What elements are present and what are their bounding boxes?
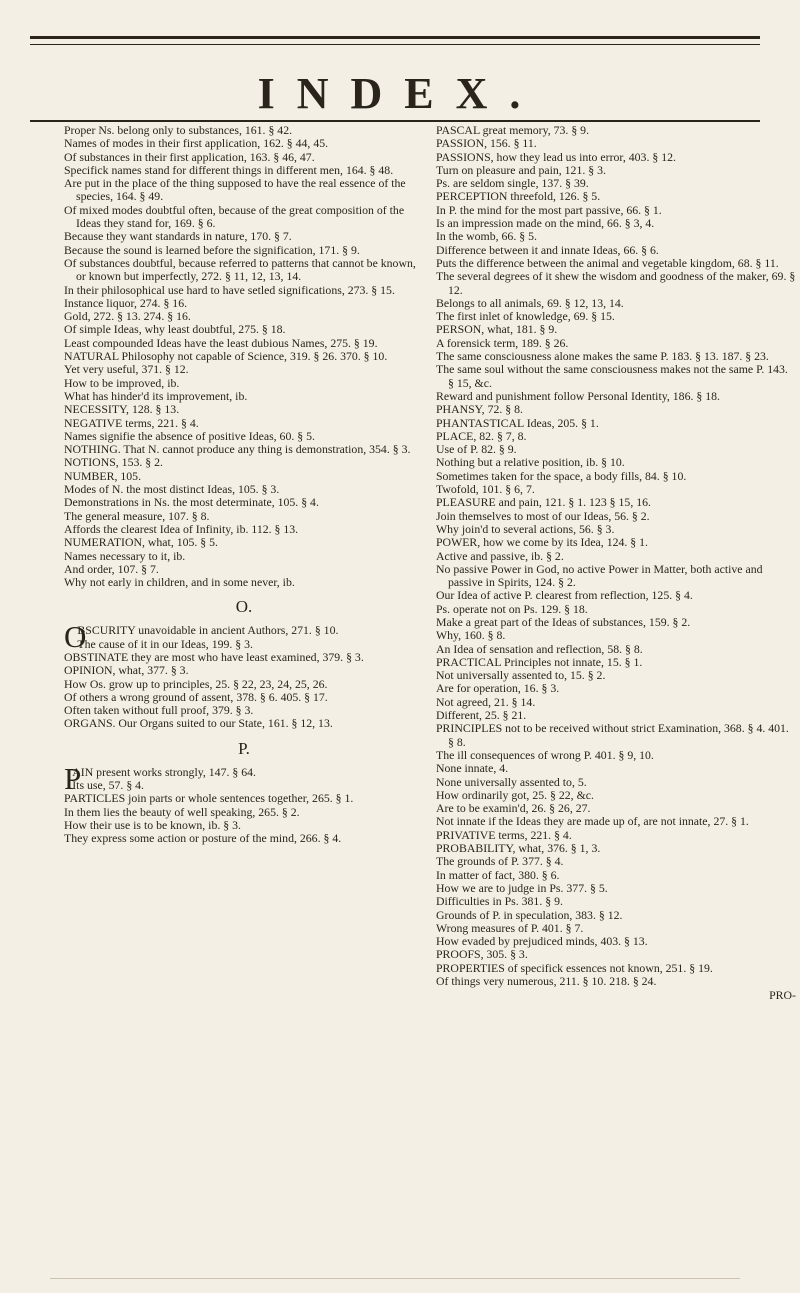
index-entry: In their philosophical use hard to have setled significations, 273. § 15. (64, 282, 395, 297)
index-entry: Least compounded Ideas have the least dubious Names, 275. § 19. (64, 335, 378, 350)
index-entry: Why join'd to several actions, 56. § 3. (436, 521, 615, 536)
index-entry: Belongs to all animals, 69. § 12, 13, 14. (436, 295, 624, 310)
index-entry: Difference between it and innate Ideas, 66. § 6. (436, 242, 659, 257)
index-entry: PLEASURE and pain, 121. § 1. 123 § 15, 16. (436, 495, 651, 510)
section-letter-p: P. (238, 738, 250, 758)
index-entry: Of mixed modes doubtful often, because of the great composition of the Ideas they stand for, 169. § 6. (64, 202, 405, 231)
index-entry: Of substances doubtful, because referred to patterns that cannot be known, or known but imperfectly, 272. § 11, 12, 13, 14. (64, 255, 416, 284)
index-entry: Gold, 272. § 13. 274. § 16. (64, 309, 191, 324)
index-entry: Not agreed, 21. § 14. (436, 694, 536, 709)
index-entry: Because they want standards in nature, 170. § 7. (64, 229, 292, 244)
index-entry: Are to be examin'd, 26. § 26, 27. (436, 801, 591, 816)
index-entry: Names signifie the absence of positive Ideas, 60. § 5. (64, 428, 315, 443)
index-entry: PRIVATIVE terms, 221. § 4. (436, 827, 572, 842)
left-column (64, 124, 424, 846)
index-entry: Difficulties in Ps. 381. § 9. (436, 894, 563, 909)
top-rule-thin (30, 44, 760, 45)
index-entry: PHANSY, 72. § 8. (436, 402, 523, 417)
top-rule (30, 36, 760, 39)
index-entry: Of simple Ideas, why least doubtful, 275. § 18. (64, 322, 286, 337)
index-entry: PARTICLES join parts or whole sentences together, 265. § 1. (64, 791, 354, 806)
index-entry: PROPERTIES of specifick essences not known, 251. § 19. (436, 960, 713, 975)
index-entry: No passive Power in God, no active Power in Matter, both active and passive in Spirits, 124. § 2. (436, 561, 763, 590)
index-entry: The first inlet of knowledge, 69. § 15. (436, 309, 615, 324)
index-entry: PASSIONS, how they lead us into error, 403. § 12. (436, 149, 676, 164)
index-entry: PERSON, what, 181. § 9. (436, 322, 558, 337)
index-entry: Our Idea of active P. clearest from reflection, 125. § 4. (436, 588, 693, 603)
index-entry: PASCAL great memory, 73. § 9. (436, 123, 590, 137)
index-entry: PROOFS, 305. § 3. (436, 947, 528, 962)
page-edge (50, 1278, 740, 1279)
index-entry: Ps. operate not on Ps. 129. § 18. (436, 601, 588, 616)
index-entry: The same soul without the same consciousness makes not the same P. 143. § 15, &c. (436, 362, 788, 390)
index-entry: How evaded by prejudiced minds, 403. § 13. (436, 934, 648, 949)
index-entry: PERCEPTION threefold, 126. § 5. (436, 189, 601, 204)
right-column (436, 124, 796, 1003)
entry-text: AIN present works strongly, 147. § 64. (72, 764, 256, 779)
index-entry: Not innate if the Ideas they are made up of, are not innate, 27. § 1. (436, 814, 749, 829)
title-rule (30, 120, 760, 122)
index-entry: ORGANS. Our Organs suited to our State, 161. § 12, 13. (64, 716, 333, 731)
index-entry: How we are to judge in Ps. 377. § 5. (436, 880, 608, 895)
index-entry: PRINCIPLES not to be received without strict Examination, 368. § 4. 401. § 8. (436, 721, 789, 749)
index-entry: NEGATIVE terms, 221. § 4. (64, 415, 199, 430)
index-entry: Demonstrations in Ns. the most determinate, 105. § 4. (64, 495, 319, 510)
index-entry: PASSION, 156. § 11. (436, 136, 537, 151)
index-entry: Wrong measures of P. 401. § 7. (436, 920, 584, 935)
index-entry: Grounds of P. in speculation, 383. § 12. (436, 907, 623, 922)
index-entry: Of others a wrong ground of assent, 378. § 6. 405. § 17. (64, 689, 328, 704)
index-entry: Specifick names stand for different things in different men, 164. § 48. (64, 162, 394, 177)
entries-p-right (436, 124, 796, 988)
index-entry: PLACE, 82. § 7, 8. (436, 428, 527, 443)
index-entry: NUMERATION, what, 105. § 5. (64, 535, 219, 550)
index-entry: In the womb, 66. § 5. (436, 229, 537, 244)
index-entry: Modes of N. the most distinct Ideas, 105. § 3. (64, 482, 280, 497)
index-entry: Of things very numerous, 211. § 10. 218. § 24. (436, 974, 657, 988)
index-entry: Instance liquor, 274. § 16. (64, 295, 188, 310)
index-entry: An Idea of sensation and reflection, 58. § 8. (436, 641, 643, 656)
entry-text: BSCURITY unavoidable in ancient Authors, 271. § 10. (77, 623, 339, 638)
index-entry: Make a great part of the Ideas of substances, 159. § 2. (436, 614, 691, 629)
index-entry: Use of P. 82. § 9. (436, 442, 517, 457)
index-entry: Puts the difference between the animal and vegetable kingdom, 68. § 11. (436, 255, 779, 270)
index-entry: How ordinarily got, 25. § 22, &c. (436, 787, 594, 802)
index-entry: PROBABILITY, what, 376. § 1, 3. (436, 841, 601, 856)
index-entry: Of substances in their first application, 163. § 46, 47. (64, 149, 315, 164)
index-entry: NUMBER, 105. (64, 468, 142, 483)
index-entry: Join themselves to most of our Ideas, 56. § 2. (436, 508, 650, 523)
entries-p-left (64, 779, 424, 845)
index-entry: Often taken without full proof, 379. § 3. (64, 703, 254, 718)
index-entry: Why, 160. § 8. (436, 628, 506, 643)
index-entry: None innate, 4. (436, 761, 509, 776)
index-entry: Reward and punishment follow Personal Identity, 186. § 18. (436, 388, 720, 403)
index-entry: How to be improved, ib. (64, 375, 180, 390)
index-entry: NECESSITY, 128. § 13. (64, 402, 180, 417)
index-entry: Ps. are seldom single, 137. § 39. (436, 176, 589, 191)
index-entry: NATURAL Philosophy not capable of Science, 319. § 26. 370. § 10. (64, 349, 388, 364)
entries-o (64, 638, 424, 731)
index-entry: NOTHING. That N. cannot produce any thing is demonstration, 354. § 3. (64, 442, 411, 457)
index-entry: Names necessary to it, ib. (64, 548, 186, 563)
index-entry: The several degrees of it shew the wisdom and goodness of the maker, 69. § 12. (436, 269, 796, 297)
index-entry: Why not early in children, and in some never, ib. (64, 575, 295, 590)
index-entry: The same consciousness alone makes the same P. 183. § 13. 187. § 23. (436, 349, 769, 364)
index-entry: None universally assented to, 5. (436, 774, 587, 789)
index-entry: The ill consequences of wrong P. 401. § 9, 10. (436, 747, 654, 762)
index-entry: How Os. grow up to principles, 25. § 22, 23, 24, 25, 26. (64, 676, 328, 691)
index-entry: A forensick term, 189. § 26. (436, 335, 569, 350)
index-entry: The grounds of P. 377. § 4. (436, 854, 564, 869)
index-entry: They express some action or posture of the mind, 266. § 4. (64, 831, 342, 846)
index-entry: PHANTASTICAL Ideas, 205. § 1. (436, 415, 599, 430)
index-entry: Are put in the place of the thing supposed to have the real essence of the species, 164. § 49. (64, 176, 406, 204)
index-entry: Names of modes in their first application, 162. § 44, 45. (64, 136, 329, 151)
index-entry: Not universally assented to, 15. § 2. (436, 668, 606, 683)
index-entry: The cause of it in our Ideas, 199. § 3. (77, 636, 253, 651)
drop-cap-p: P (64, 760, 82, 796)
index-entry: Different, 25. § 21. (436, 708, 527, 723)
index-entry: Sometimes taken for the space, a body fills, 84. § 10. (436, 468, 687, 483)
entries-n (64, 124, 424, 589)
index-entry: Twofold, 101. § 6, 7. (436, 482, 535, 497)
index-entry: POWER, how we come by its Idea, 124. § 1. (436, 535, 648, 550)
index-entry: NOTIONS, 153. § 2. (64, 455, 163, 470)
index-entry: Nothing but a relative position, ib. § 10. (436, 455, 625, 470)
index-entry: The general measure, 107. § 8. (64, 508, 210, 523)
page-title: INDEX. (257, 69, 543, 118)
index-entry: What has hinder'd its improvement, ib. (64, 388, 248, 403)
index-entry: In them lies the beauty of well speaking, 265. § 2. (64, 804, 300, 819)
section-letter-o: O. (235, 597, 253, 617)
index-entry: Is an impression made on the mind, 66. § 3, 4. (436, 216, 655, 231)
index-entry: Turn on pleasure and pain, 121. § 3. (436, 162, 606, 177)
index-entry: Are for operation, 16. § 3. (436, 681, 560, 696)
index-entry: OPINION, what, 377. § 3. (64, 663, 189, 678)
index-entry: Active and passive, ib. § 2. (436, 548, 564, 563)
drop-cap-o: O (64, 619, 87, 655)
index-entry: In P. the mind for the most part passive, 66. § 1. (436, 202, 662, 217)
index-entry: How their use is to be known, ib. § 3. (64, 817, 241, 832)
index-entry: PRACTICAL Principles not innate, 15. § 1. (436, 654, 643, 669)
index-entry: Because the sound is learned before the signification, 171. § 9. (64, 242, 360, 257)
index-entry: OBSTINATE they are most who have least examined, 379. § 3. (64, 649, 364, 664)
index-entry: In matter of fact, 380. § 6. (436, 867, 560, 882)
index-entry: Its use, 57. § 4. (72, 778, 145, 793)
index-entry: And order, 107. § 7. (64, 561, 159, 576)
index-entry: Affords the clearest Idea of Infinity, ib. 112. § 13. (64, 521, 299, 536)
index-entry: Yet very useful, 371. § 12. (64, 362, 189, 377)
index-entry: Proper Ns. belong only to substances, 161. § 42. (64, 123, 293, 137)
catchword: PRO- (769, 988, 796, 1003)
